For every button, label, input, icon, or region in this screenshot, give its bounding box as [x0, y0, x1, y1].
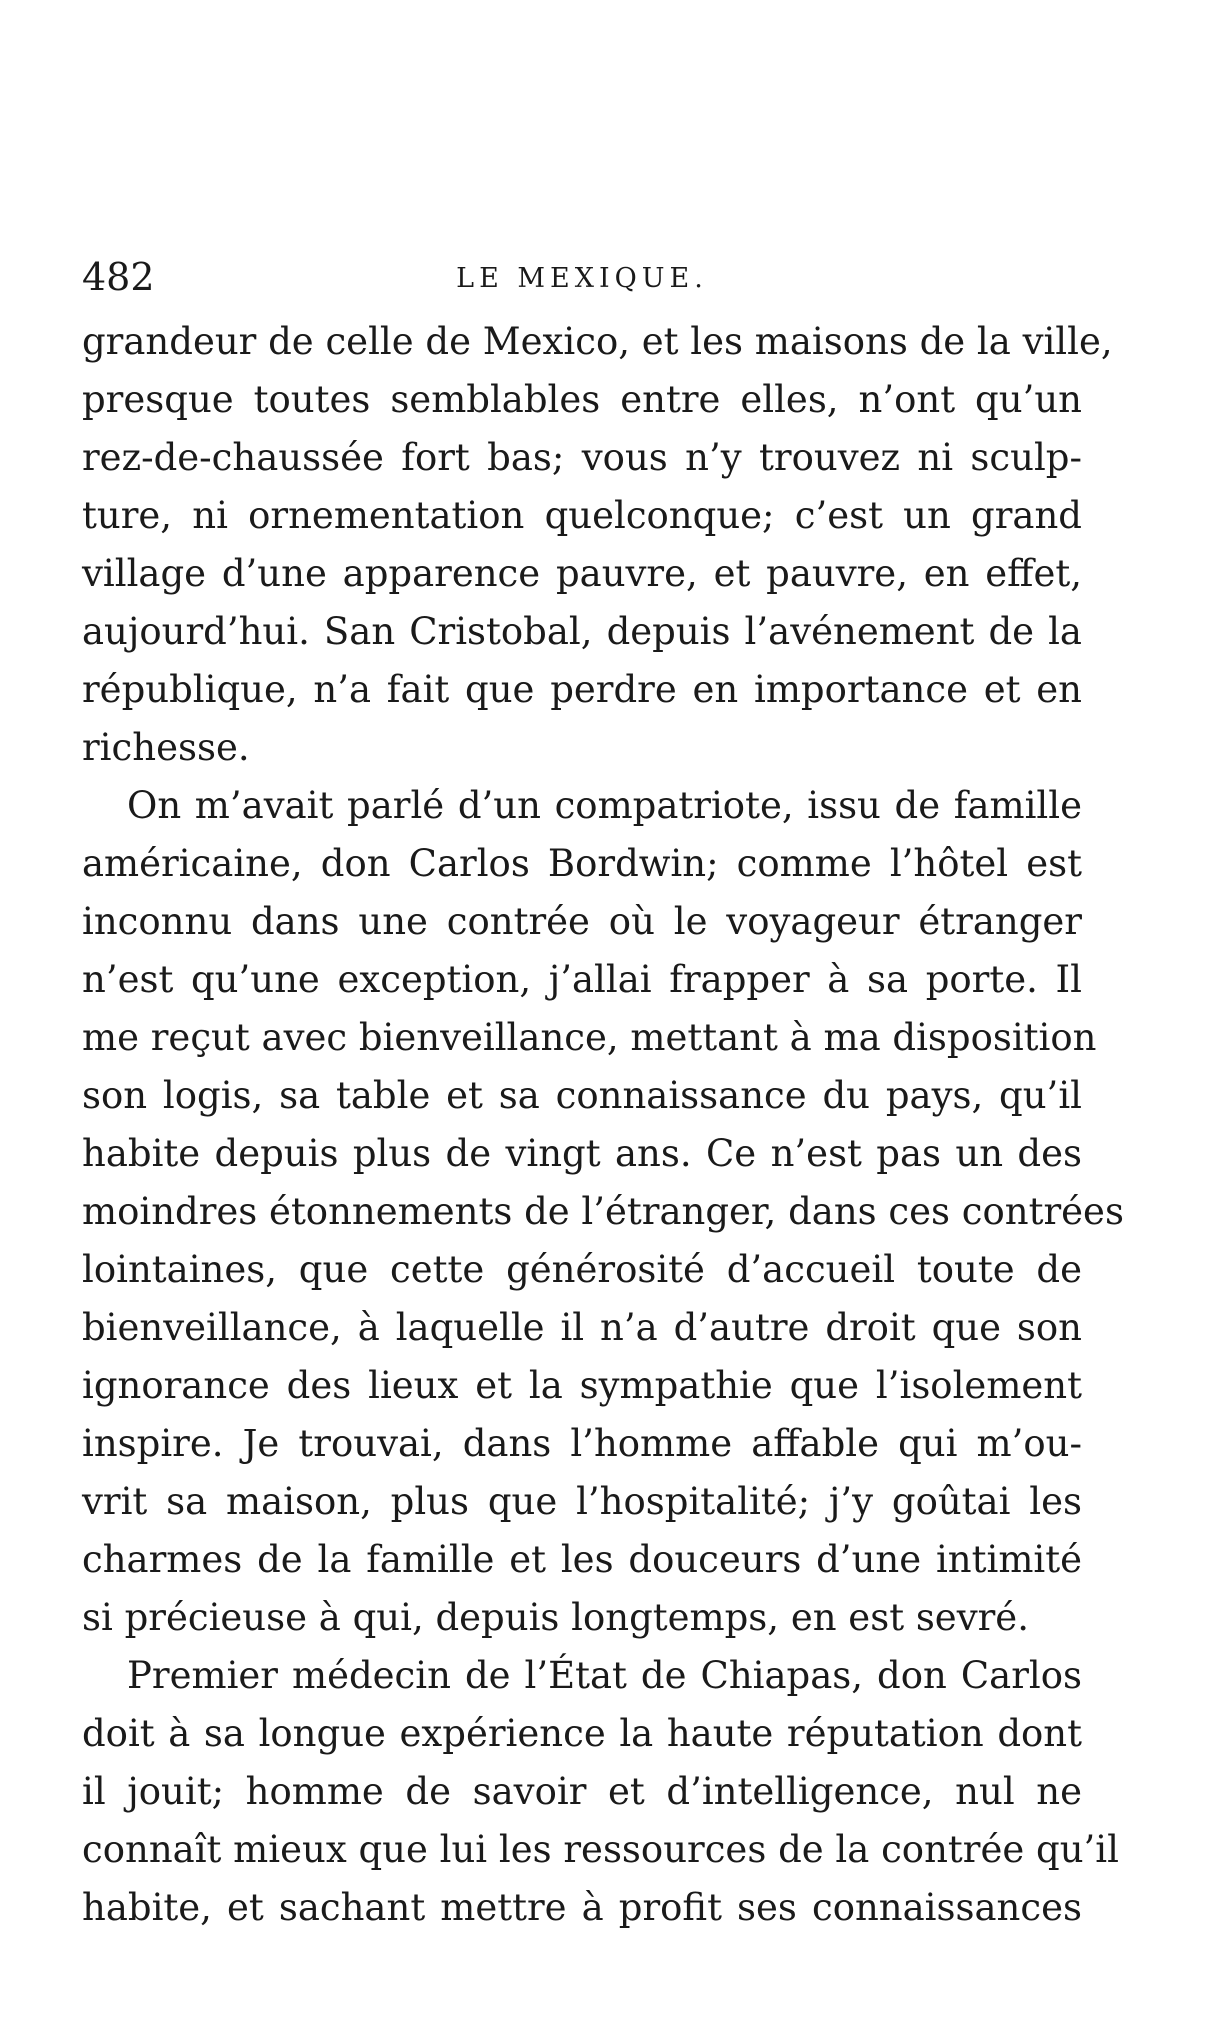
- page-number: 482: [82, 255, 155, 299]
- text-line: il jouit; homme de savoir et d’intelligence, nul ne: [82, 1770, 1082, 1813]
- text-line: n’est qu’une exception, j’allai frapper à sa porte. Il: [82, 958, 1082, 1001]
- text-line: charmes de la famille et les douceurs d’une intimité: [82, 1538, 1082, 1581]
- body-text: [82, 313, 1124, 1937]
- text-line: ture, ni ornementation quelconque; c’est un grand: [82, 494, 1082, 537]
- text-line: lointaines, que cette générosité d’accueil toute de: [82, 1248, 1082, 1291]
- text-line: vrit sa maison, plus que l’hospitalité; j’y goûtai les: [82, 1480, 1082, 1523]
- text-line: habite depuis plus de vingt ans. Ce n’est pas un des: [82, 1132, 1082, 1175]
- text-line: inconnu dans une contrée où le voyageur étranger: [82, 900, 1082, 943]
- text-line: village d’une apparence pauvre, et pauvre, en effet,: [82, 552, 1082, 595]
- text-line: connaît mieux que lui les ressources de la contrée qu’il: [82, 1828, 1119, 1871]
- text-line: richesse.: [82, 726, 250, 769]
- text-line: bienveillance, à laquelle il n’a d’autre droit que son: [82, 1306, 1082, 1349]
- text-line: On m’avait parlé d’un compatriote, issu de famille: [127, 784, 1082, 827]
- text-line: américaine, don Carlos Bordwin; comme l’hôtel est: [82, 842, 1082, 885]
- text-line: presque toutes semblables entre elles, n’ont qu’un: [82, 378, 1082, 421]
- text-line: aujourd’hui. San Cristobal, depuis l’avénement de la: [82, 610, 1082, 653]
- text-line: rez-de-chaussée fort bas; vous n’y trouvez ni sculp-: [82, 436, 1082, 479]
- text-line: me reçut avec bienveillance, mettant à ma disposition: [82, 1016, 1097, 1059]
- text-line: Premier médecin de l’État de Chiapas, don Carlos: [127, 1654, 1082, 1697]
- text-line: grandeur de celle de Mexico, et les maisons de la ville,: [82, 320, 1113, 363]
- text-line: ignorance des lieux et la sympathie que l’isolement: [82, 1364, 1082, 1407]
- running-head: LE MEXIQUE.: [456, 263, 708, 294]
- text-line: si précieuse à qui, depuis longtemps, en est sevré.: [82, 1596, 1029, 1639]
- text-line: habite, et sachant mettre à profit ses connaissances: [82, 1886, 1082, 1929]
- text-line: république, n’a fait que perdre en importance et en: [82, 668, 1082, 711]
- text-line: moindres étonnements de l’étranger, dans ces contrées: [82, 1190, 1124, 1233]
- text-line: doit à sa longue expérience la haute réputation dont: [82, 1712, 1082, 1755]
- text-line: inspire. Je trouvai, dans l’homme affable qui m’ou-: [82, 1422, 1082, 1465]
- text-line: son logis, sa table et sa connaissance du pays, qu’il: [82, 1074, 1082, 1117]
- page-header: [82, 252, 1082, 302]
